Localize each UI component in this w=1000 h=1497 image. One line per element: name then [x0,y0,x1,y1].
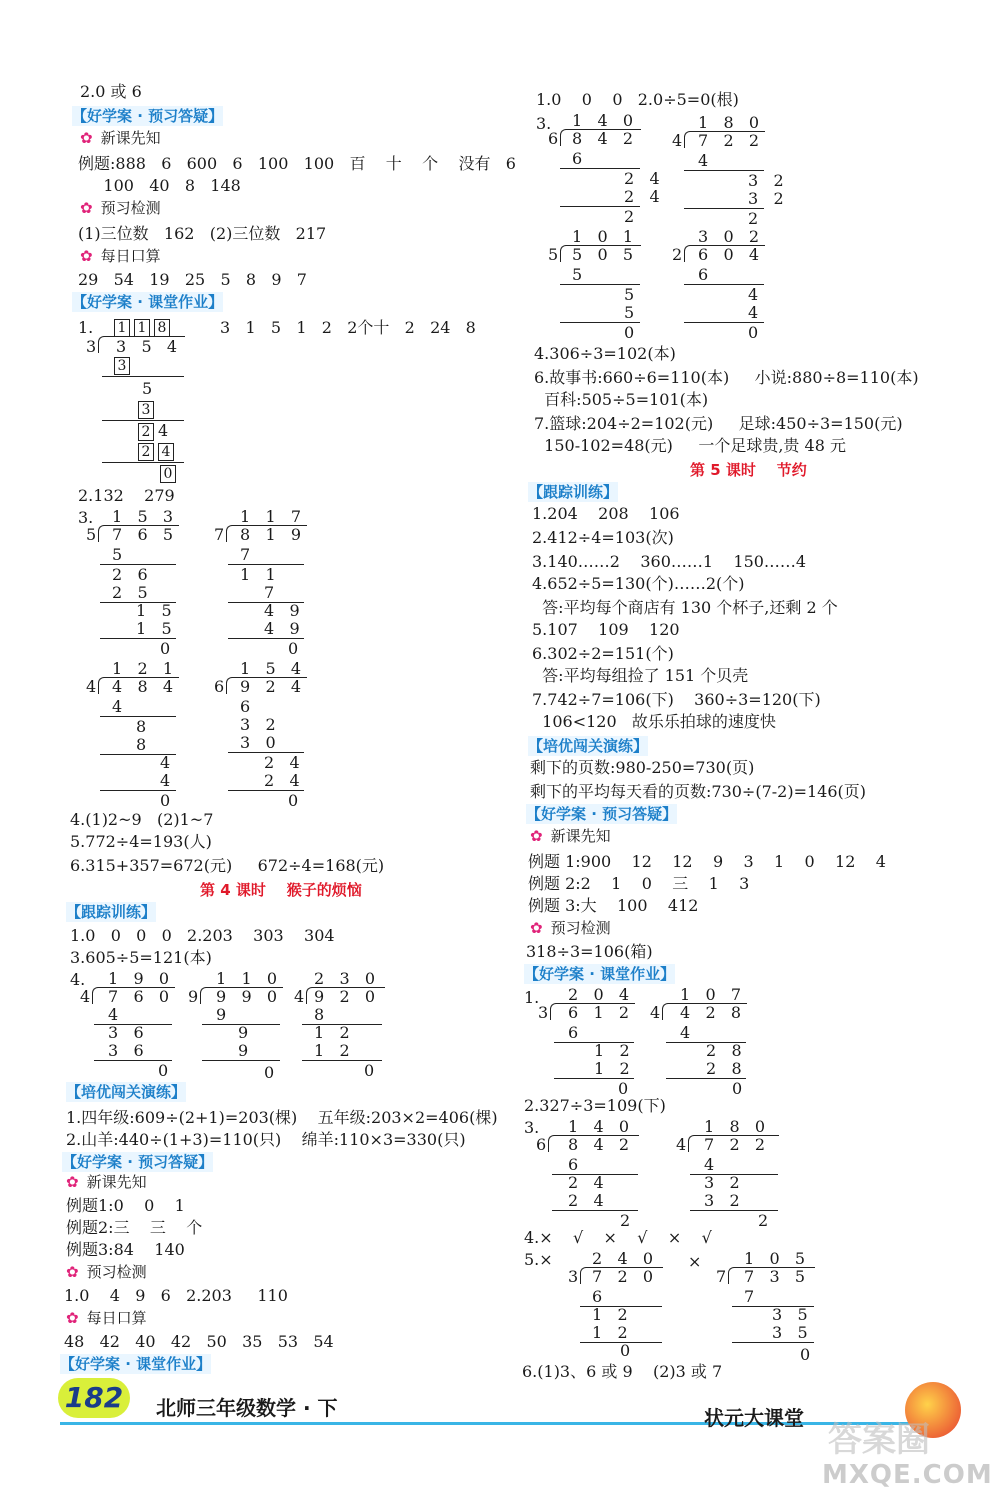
work-row: 0 [800,1345,811,1364]
long-division [672,228,772,343]
answer-line: 剩下的页数:980-250=730(页) [530,758,755,777]
flower-icon: ✿ [66,1309,79,1327]
work-row: 2 8 [706,1041,742,1060]
flower-icon: ✿ [66,1173,79,1191]
work-row: 3 0 [240,733,276,752]
page-number-badge: 182 [58,1378,130,1418]
dividend: 8 4 2 [572,129,634,148]
dividend: 7 2 2 [698,131,760,150]
work-row: 0 [264,1063,275,1082]
work-row: 4 [160,753,171,772]
work-row: 0 [618,1079,629,1098]
dividend: 6 0 4 [698,245,760,264]
answer-line: 答:平均每个商店有 130 个杯子,还剩 2 个 [532,598,838,617]
answer-line: 100 40 8 148 [78,176,241,195]
question-number: 5.× [524,1250,553,1269]
watermark-logo: 答案圈 [828,1420,930,1460]
section-header: 【跟踪训练】 [66,903,157,921]
answer-line: 4.× √ × √ × √ [524,1228,712,1247]
divisor: 7 [716,1267,727,1286]
work-row: 6 [698,265,709,284]
quotient: 1 5 4 [240,659,302,678]
long-division [548,111,660,227]
division-line [102,420,184,421]
answer-line: 4.306÷3=102(本) [534,344,676,363]
long-division [568,1250,678,1360]
long-division [716,1250,826,1365]
long-division [676,1118,786,1228]
work-row: 2 8 [706,1059,742,1078]
work-row: 2 [748,209,759,228]
divisor: 4 [80,987,91,1006]
work-row: 3 2 [748,171,784,190]
quotient: 1 5 3 [112,507,174,526]
quotient: 2 4 0 [592,1249,654,1268]
work-row: 1 2 [592,1323,628,1342]
divisor: 7 [214,525,225,544]
quotient: 1 4 0 [572,111,634,130]
long-division [672,113,784,229]
answer-line: 例题 1:900 12 12 9 3 1 0 12 4 [528,852,886,871]
quotient: 1 0 5 [744,1249,806,1268]
work-row: 4 9 [264,601,300,620]
answer-line: 剩下的平均每天看的页数:730÷(7-2)=146(页) [530,782,867,801]
answer-line: 1.四年级:609÷(2+1)=203(棵) 五年级:203×2=406(棵) [66,1108,498,1127]
section-header: 【好学案 · 预习答疑】 [72,107,224,125]
section-header: 【好学案 · 课堂作业】 [72,293,224,311]
work-row: 2 4 [264,753,300,772]
work-row: 3 2 [240,715,276,734]
quotient: 1 0 1 [572,227,634,246]
work-row: 2 4 [138,422,168,440]
work-row: 1 2 [314,1041,350,1060]
footer-divider [60,1422,940,1425]
answer-line: 7.742÷7=106(下) 360÷3=120(下) [532,690,821,709]
flower-icon: ✿ [80,247,93,265]
dividend: 7 2 2 [704,1135,766,1154]
quotient: 1 4 0 [568,1117,630,1136]
divisor: 4 [672,131,683,150]
flower-icon: ✿ [530,827,543,845]
work-row: 8 [314,1005,325,1024]
answer-line: 29 54 19 25 5 8 9 7 [78,270,307,289]
work-row: 9 [216,1005,227,1024]
work-row: 4 [748,285,759,304]
answer-line: 例题 3:大 100 412 [528,896,699,915]
subsection-title: ✿ 预习检测 [66,1263,147,1281]
work-row: 0 [288,639,299,658]
answer-line: 3.605÷5=121(本) [70,948,212,967]
work-row: 5 [572,265,583,284]
long-division [548,228,648,343]
quotient: 1 8 0 [698,113,760,132]
divisor: 9 [188,987,199,1006]
section-header: 【好学案 · 课堂作业】 [524,965,676,983]
dividend: 7 3 5 [744,1267,806,1286]
work-row: 9 [238,1041,249,1060]
book-title: 北师三年级数学 · 下 [156,1396,338,1420]
work-row: 4 9 [264,619,300,638]
work-row: 1 2 [594,1059,630,1078]
answer-line: 答:平均每组捡了 151 个贝壳 [532,666,749,685]
work-row: 3 2 [704,1173,740,1192]
work-row: 8 [136,735,147,754]
work-row: 2 4 [568,1173,604,1192]
dividend: 9 2 4 [240,677,302,696]
work-row: 5 [142,379,153,398]
dividend: 9 9 0 [216,987,278,1006]
subsection-title: ✿ 新课先知 [80,129,161,147]
question-number: 3. [524,1118,540,1137]
answer-line: 3.140……2 360……1 150……4 [532,552,807,571]
lesson-title: 第 4 课时 猴子的烦恼 [200,881,362,899]
dividend: 8 4 2 [568,1135,630,1154]
answer-line: 5.107 109 120 [532,620,680,639]
answer-box: 1 [114,319,130,337]
work-row: 1 2 [314,1023,350,1042]
answer-line: 318÷3=106(箱) [526,942,653,961]
work-row: 2 4 [568,1191,604,1210]
long-division [86,508,186,658]
work-row: 3 6 [108,1041,144,1060]
answer-line: 例题 2:2 1 0 三 1 3 [528,874,750,893]
work-row: 0 [620,1341,631,1360]
flower-icon: ✿ [80,129,93,147]
quotient: 1 2 1 [112,659,174,678]
work-row: 4 [112,697,123,716]
answer-line: 1.0 0 0 0 2.203 303 304 [70,926,335,945]
work-row: 5 [624,303,635,322]
long-division [80,970,180,1080]
work-row: 3 5 [772,1305,808,1324]
answer-line: 6.302÷2=151(个) [532,644,674,663]
work-row: 7 [240,545,251,564]
answer-line: 2.412÷4=103(次) [532,528,674,547]
question-number: 4. [70,970,86,989]
work-row: 6 [592,1287,603,1306]
answer-line: 4.652÷5=130(个)……2(个) [532,574,745,593]
work-row: 6 [240,697,251,716]
long-division [86,660,186,810]
dividend: 7 2 0 [592,1267,654,1286]
quotient: 2 3 0 [314,969,376,988]
answer-line: 例题1:0 0 1 [66,1196,185,1215]
work-row: 0 [288,791,299,810]
work-row: 4 [108,1005,119,1024]
section-header: 【好学案 · 课堂作业】 [60,1355,212,1373]
answer-line: 2.132 279 [78,486,175,505]
work-row: 5 [112,545,123,564]
answer-line: 1.0 4 9 6 2.203 110 [64,1286,288,1305]
work-row: 1 5 [136,601,172,620]
answer-line: 1.204 208 106 [532,504,680,523]
division-line [102,376,184,377]
work-row: 4 [680,1023,691,1042]
long-division [538,986,638,1096]
work-row: 2 4 [624,169,660,188]
long-division [188,970,288,1080]
work-row: 2 4 [264,771,300,790]
long-division [536,1118,646,1228]
answer-line: 4.(1)2~9 (2)1~7 [70,810,214,829]
answer-line: 例题2:三 三 个 [66,1218,203,1237]
answer-line: (1)三位数 162 (2)三位数 217 [78,224,327,243]
work-row: 3 2 [704,1191,740,1210]
work-row: 0 [364,1061,375,1080]
subsection-title: ✿ 新课先知 [530,827,611,845]
work-row: 1 2 [594,1041,630,1060]
work-row: 1 2 [592,1305,628,1324]
dividend: 5 0 5 [572,245,634,264]
answer-box: 2 [138,423,154,441]
subsection-title: ✿ 预习检测 [530,919,611,937]
answer-mark: × [688,1252,702,1271]
work-row: 8 [136,717,147,736]
answer-box: 1 [134,319,150,337]
work-row: 9 [238,1023,249,1042]
dividend: 4 8 4 [112,677,174,696]
flower-icon: ✿ [530,919,543,937]
work-row: 0 [748,323,759,342]
work-row: 2 5 [112,583,148,602]
question-number: 1. [524,988,540,1007]
work-row: 2 [624,207,635,226]
divisor: 3 [538,1003,549,1022]
divisor: 4 [86,677,97,696]
quotient: 2 0 4 [568,985,630,1004]
long-division [214,660,314,810]
work-row: 3 6 [108,1023,144,1042]
answer-line: 3 1 5 1 2 2个十 2 24 8 [220,318,476,337]
brand-name: 状元大课堂 [704,1406,804,1430]
answer-line: 2.327÷3=109(下) [524,1096,666,1115]
work-row: 3 5 [772,1323,808,1342]
divisor: 4 [294,987,305,1006]
subsection-title: ✿ 预习检测 [80,199,161,217]
divisor: 2 [672,245,683,264]
divisor: 3 [568,1267,579,1286]
section-header: 【好学案 · 预习答疑】 [62,1153,214,1171]
work-row: 6 [568,1023,579,1042]
lesson-title: 第 5 课时 节约 [690,461,807,479]
divisor: 6 [548,129,559,148]
long-division [86,316,196,486]
dividend: 9 2 0 [314,987,376,1006]
work-row [160,464,180,482]
answer-line: 2.0 或 6 [80,82,142,101]
work-row: 0 [160,791,171,810]
quotient: 1 8 0 [704,1117,766,1136]
subsection-title: ✿ 新课先知 [66,1173,147,1191]
work-row: 7 [264,583,275,602]
answer-box: 4 [158,443,174,461]
work-row: 2 [620,1211,631,1230]
subsection-title: ✿ 每日口算 [66,1309,147,1327]
work-row [138,400,158,418]
divisor: 5 [86,525,97,544]
question-number: 3. [78,508,94,527]
answer-line: 例题3:84 140 [66,1240,185,1259]
answer-line: 6.故事书:660÷6=110(本) 小说:880÷8=110(本) [534,368,919,387]
work-row: 2 [758,1211,769,1230]
answer-box: 3 [138,401,154,419]
quotient: 3 0 2 [698,227,760,246]
answer-box: 2 [138,443,154,461]
work-row: 3 2 [748,189,784,208]
answer-line: 48 42 40 42 50 35 53 54 [64,1332,334,1351]
work-row: 4 [160,771,171,790]
work-row: 5 [624,285,635,304]
dividend: 6 1 2 [568,1003,630,1022]
section-header: 【培优闯关演练】 [528,737,649,755]
work-row: 0 [732,1079,743,1098]
dividend: 4 2 8 [680,1003,742,1022]
question-number: 3. [536,114,552,133]
section-header: 【好学案 · 预习答疑】 [526,805,678,823]
answer-box: 0 [160,465,176,483]
work-row: 0 [624,323,635,342]
work-row: 0 [160,639,171,658]
dividend: 8 1 9 [240,525,302,544]
work-row [114,356,134,374]
answer-box: 3 [114,357,130,375]
work-row: 4 [748,303,759,322]
watermark-text: MXQE.COM [822,1460,993,1490]
work-row: 4 [704,1155,715,1174]
divisor: 3 [86,337,97,356]
answer-line: 106<120 故乐乐拍球的速度快 [532,712,776,731]
work-row: 2 6 [112,565,148,584]
answer-line: 6.315+357=672(元) 672÷4=168(元) [70,856,385,875]
quotient: 1 0 7 [680,985,742,1004]
long-division [650,986,750,1096]
divisor: 4 [650,1003,661,1022]
subsection-title: ✿ 每日口算 [80,247,161,265]
quotient: 1 1 0 [216,969,278,988]
work-row: 4 [698,151,709,170]
quotient: 1 1 7 [240,507,302,526]
answer-line: 2.山羊:440÷(1+3)=110(只) 绵羊:110×3=330(只) [66,1130,466,1149]
division-line [202,1060,280,1061]
answer-line: 1.0 0 0 2.0÷5=0(根) [536,90,739,109]
question-number: 1. [78,318,94,337]
dividend: 3 5 4 [116,337,178,356]
work-row: 1 1 [240,565,276,584]
answer-line: 例题:888 6 600 6 100 100 百 十 个 没有 6 [78,154,516,173]
work-row: 6 [572,149,583,168]
division-line [102,462,184,463]
divisor: 6 [214,677,225,696]
work-row: 7 [744,1287,755,1306]
flower-icon: ✿ [66,1263,79,1281]
division-line [732,1342,814,1343]
divisor: 5 [548,245,559,264]
work-row: 6 [568,1155,579,1174]
quotient-boxes [114,318,174,336]
section-header: 【培优闯关演练】 [66,1083,187,1101]
answer-line: 5.772÷4=193(人) [70,832,212,851]
flower-icon: ✿ [80,199,93,217]
long-division [214,508,314,658]
divisor: 6 [536,1135,547,1154]
long-division [294,970,394,1080]
answer-box: 8 [154,319,170,337]
answer-line: 6.(1)3、6 或 9 (2)3 或 7 [522,1362,723,1381]
work-row: 2 4 [624,187,660,206]
divisor: 4 [676,1135,687,1154]
answer-line: 150-102=48(元) 一个足球贵,贵 48 元 [534,436,846,455]
dividend: 7 6 0 [108,987,170,1006]
dividend: 7 6 5 [112,525,174,544]
answer-line: 7.篮球:204÷2=102(元) 足球:450÷3=150(元) [534,414,903,433]
quotient: 1 9 0 [108,969,170,988]
work-row [138,442,178,460]
work-row: 1 5 [136,619,172,638]
work-row: 0 [158,1061,169,1080]
answer-line: 百科:505÷5=101(本) [534,390,709,409]
section-header: 【跟踪训练】 [528,483,619,501]
